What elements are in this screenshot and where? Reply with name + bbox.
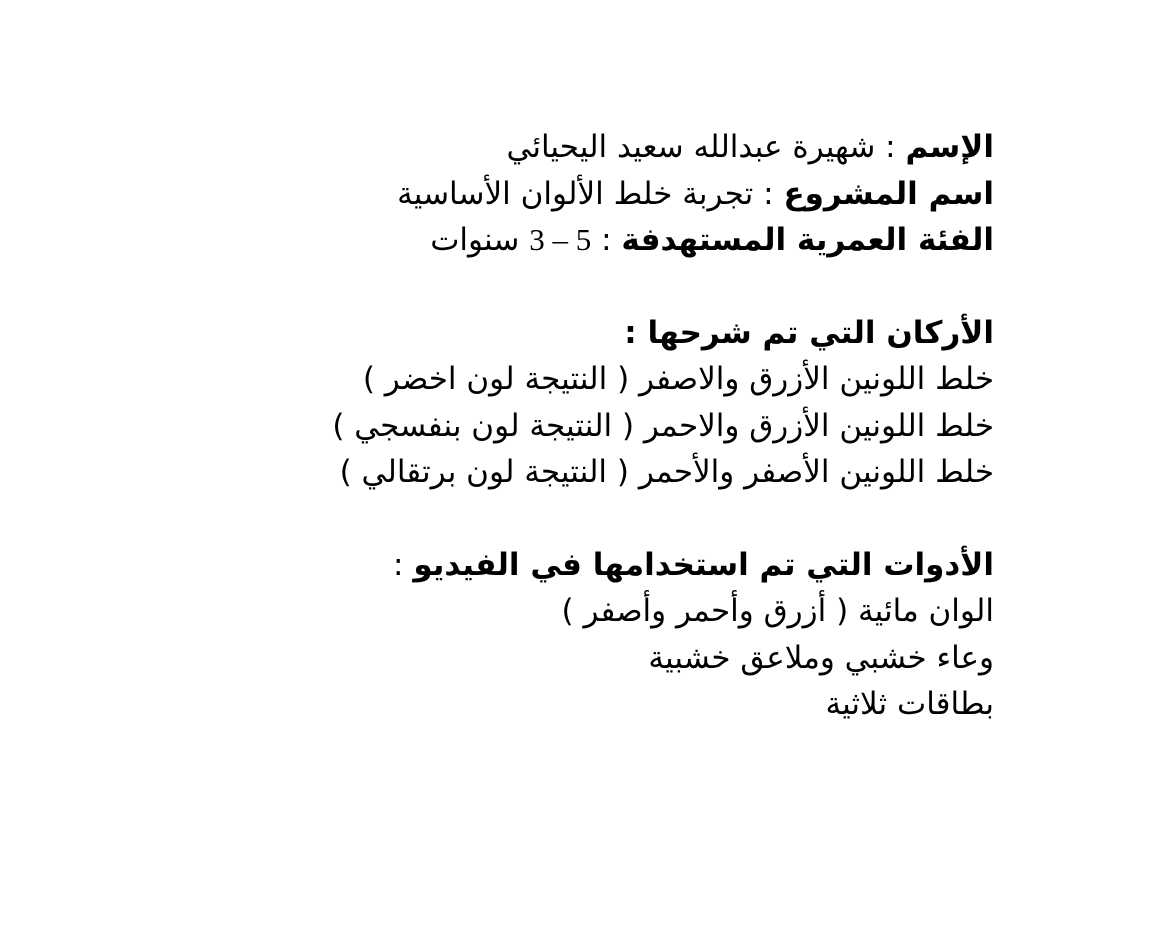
tools-heading-line (234, 542, 994, 589)
tool-item: الوان مائية ( أزرق وأحمر وأصفر ) (561, 593, 994, 629)
tool-item: وعاء خشبي وملاعق خشبية (648, 639, 994, 676)
pillar-item: خلط اللونين الأصفر والأحمر ( النتيجة لون برتقالي ) (339, 454, 994, 490)
name-label: الإسم (905, 129, 994, 165)
project-label: اسم المشروع (783, 175, 994, 212)
name-separator: : (875, 129, 906, 165)
project-separator: : (753, 175, 784, 212)
age-line (234, 217, 994, 264)
project-value: تجربة خلط الألوان الأساسية (397, 175, 754, 212)
name-line (234, 124, 994, 171)
pillar-item: خلط اللونين الأزرق والاحمر ( النتيجة لون بنفسجي ) (332, 407, 994, 444)
tools-heading-suffix: : (393, 546, 414, 583)
spacer (234, 496, 994, 542)
document-body (234, 124, 994, 728)
name-value: شهيرة عبدالله سعيد اليحيائي (506, 129, 876, 165)
pillars-heading: الأركان التي تم شرحها : (624, 314, 994, 351)
tools-heading: الأدوات التي تم استخدامها في الفيديو (413, 546, 994, 583)
age-label: الفئة العمرية المستهدفة (621, 222, 994, 258)
project-line (234, 171, 994, 218)
age-value: 3 – 5 (529, 222, 592, 257)
spacer (234, 264, 994, 310)
age-separator: : (591, 222, 622, 258)
age-unit: سنوات (430, 222, 530, 258)
tool-item: بطاقات ثلاثية (825, 686, 994, 722)
pillar-item: خلط اللونين الأزرق والاصفر ( النتيجة لون اخضر ) (362, 361, 994, 397)
